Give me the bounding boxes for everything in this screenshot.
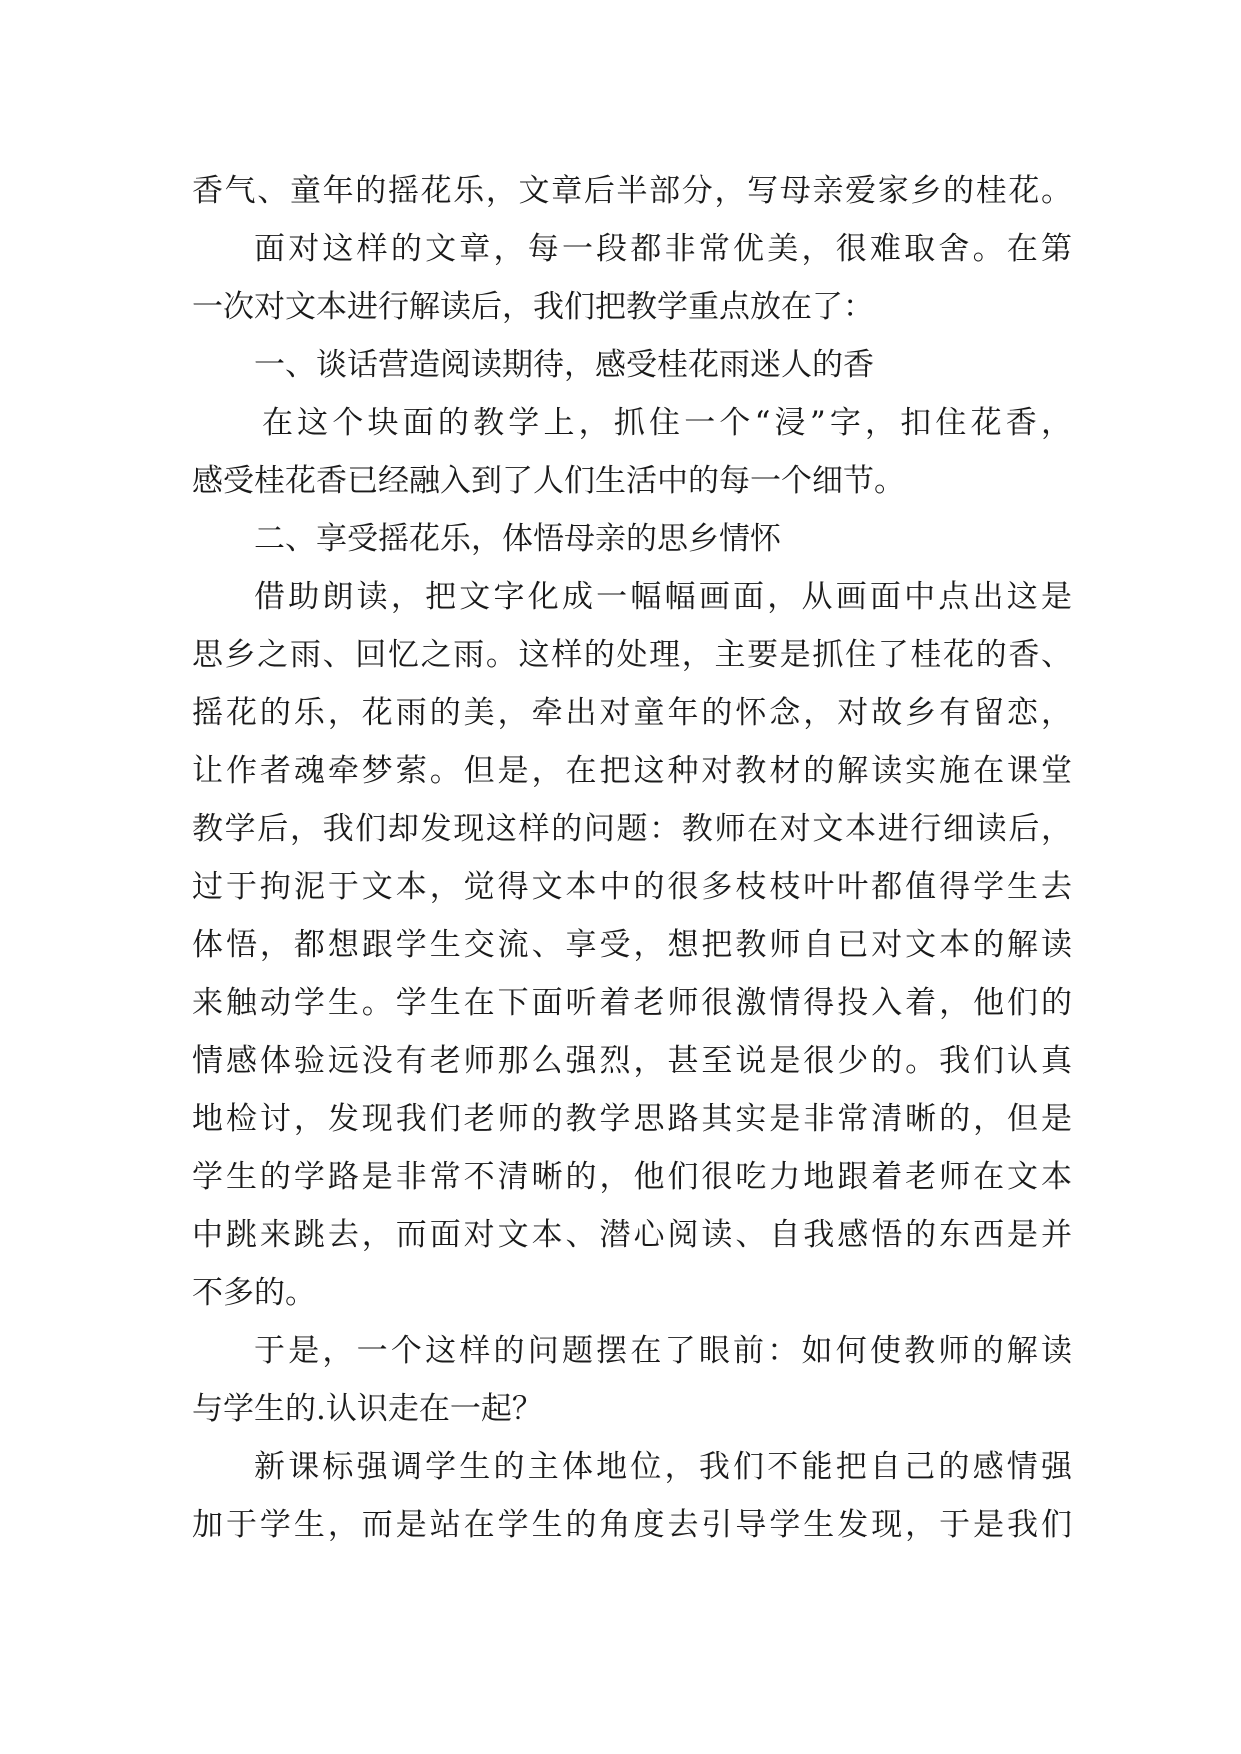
heading-line: 一、谈话营造阅读期待，感受桂花雨迷人的香 <box>254 347 874 383</box>
text-line: 学生的学路是非常不清晰的，他们很吃力地跟着老师在文本 <box>192 1159 1072 1195</box>
text-line: 不多的。 <box>192 1275 316 1311</box>
text-line: 让作者魂牵梦萦。但是，在把这种对教材的解读实施在课堂 <box>192 753 1072 789</box>
text-line: 在这个块面的教学上，抓住一个“浸”字，扣住花香， <box>262 405 1072 441</box>
text-line: 于是，一个这样的问题摆在了眼前：如何使教师的解读 <box>254 1333 1072 1369</box>
text-line: 思乡之雨、回忆之雨。这样的处理，主要是抓住了桂花的香、 <box>192 637 1072 673</box>
text-line: 中跳来跳去，而面对文本、潜心阅读、自我感悟的东西是并 <box>192 1217 1072 1253</box>
text-line: 与学生的.认识走在一起？ <box>192 1391 543 1427</box>
text-line: 一次对文本进行解读后，我们把教学重点放在了： <box>192 289 874 325</box>
text-line: 地检讨，发现我们老师的教学思路其实是非常清晰的，但是 <box>192 1101 1072 1137</box>
text-line: 香气、童年的摇花乐，文章后半部分，写母亲爱家乡的桂花。 <box>192 173 1072 209</box>
text-line: 体悟，都想跟学生交流、享受，想把教师自已对文本的解读 <box>192 927 1072 963</box>
text-line: 情感体验远没有老师那么强烈，甚至说是很少的。我们认真 <box>192 1043 1072 1079</box>
text-line: 面对这样的文章，每一段都非常优美，很难取舍。在第 <box>254 231 1072 267</box>
text-line: 加于学生，而是站在学生的角度去引导学生发现，于是我们 <box>192 1507 1072 1543</box>
text-line: 借助朗读，把文字化成一幅幅画面，从画面中点出这是 <box>254 579 1072 615</box>
text-line: 过于拘泥于文本，觉得文本中的很多枝枝叶叶都值得学生去 <box>192 869 1072 905</box>
text-line: 来触动学生。学生在下面听着老师很激情得投入着，他们的 <box>192 985 1072 1021</box>
text-line: 新课标强调学生的主体地位，我们不能把自己的感情强 <box>254 1449 1072 1485</box>
body-text <box>192 162 1072 1554</box>
heading-line: 二、享受摇花乐，体悟母亲的思乡情怀 <box>254 521 781 557</box>
text-line: 摇花的乐，花雨的美，牵出对童年的怀念，对故乡有留恋， <box>192 695 1072 731</box>
text-line: 教学后，我们却发现这样的问题：教师在对文本进行细读后， <box>192 811 1072 847</box>
text-line: 感受桂花香已经融入到了人们生活中的每一个细节。 <box>192 463 905 499</box>
